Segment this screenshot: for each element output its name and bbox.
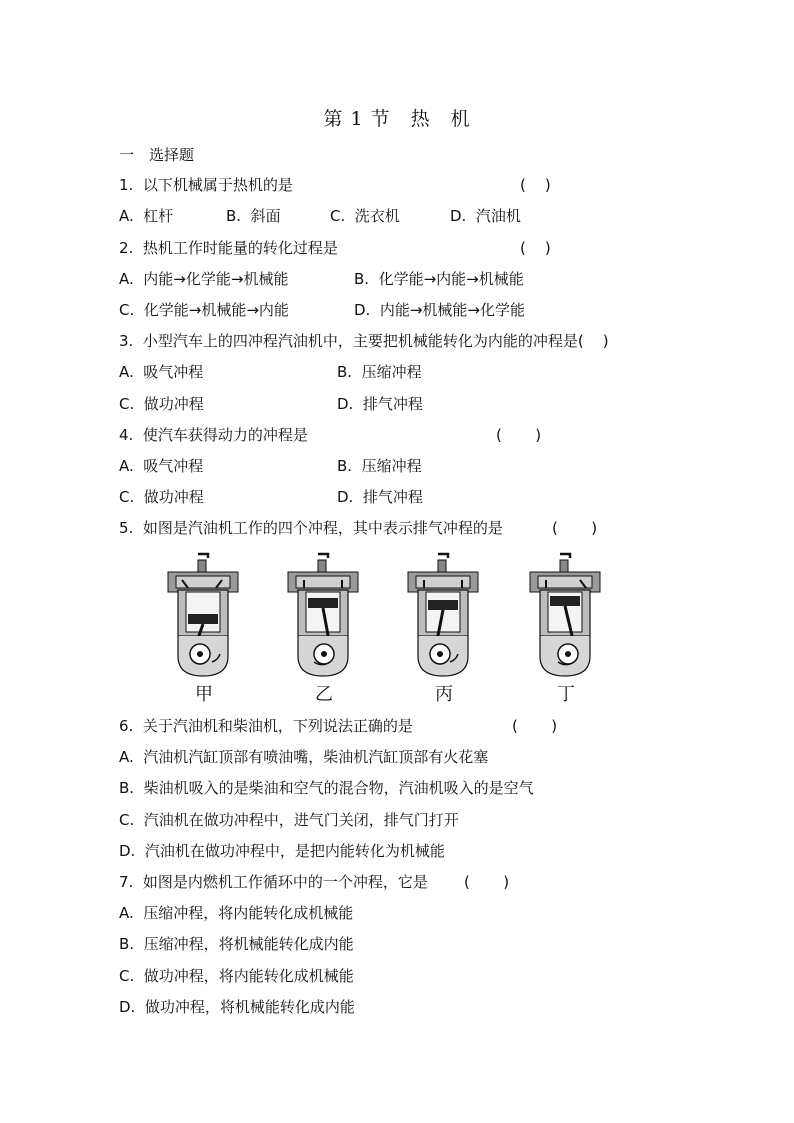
section-heading: 一 选择题 <box>119 146 195 164</box>
question-5-stem: 5. 如图是汽油机工作的四个冲程，其中表示排气冲程的是 <box>119 519 503 537</box>
question-7-answer-blank: ( ) <box>464 873 510 891</box>
question-4-option-d: D. 排气冲程 <box>337 488 423 506</box>
question-5-answer-blank: ( ) <box>552 519 598 537</box>
question-1-stem: 1. 以下机械属于热机的是 <box>119 176 293 194</box>
question-2-option-b: B. 化学能→内能→机械能 <box>354 270 524 288</box>
question-7-option-b: B. 压缩冲程，将机械能转化成内能 <box>119 935 354 953</box>
question-6-option-c: C. 汽油机在做功冲程中，进气门关闭，排气门打开 <box>119 811 459 829</box>
engine-label-yi: 乙 <box>315 684 333 705</box>
question-2-option-d: D. 内能→机械能→化学能 <box>354 301 525 319</box>
question-1-answer-blank: ( ) <box>520 176 551 194</box>
question-6-option-d: D. 汽油机在做功冲程中，是把内能转化为机械能 <box>119 842 445 860</box>
question-7-option-c: C. 做功冲程，将内能转化成机械能 <box>119 967 354 985</box>
engine-label-jia: 甲 <box>195 684 213 705</box>
engine-jia-illustration <box>160 550 248 680</box>
question-1-option-b: B. 斜面 <box>226 207 281 225</box>
question-7-stem: 7. 如图是内燃机工作循环中的一个冲程，它是 <box>119 873 428 891</box>
engine-label-bing: 丙 <box>435 684 453 705</box>
question-1-option-c: C. 洗衣机 <box>330 207 400 225</box>
question-3-option-a: A. 吸气冲程 <box>119 363 204 381</box>
question-3-option-d: D. 排气冲程 <box>337 395 423 413</box>
question-1-option-a: A. 杠杆 <box>119 207 174 225</box>
question-7-option-a: A. 压缩冲程，将内能转化成机械能 <box>119 904 354 922</box>
question-6-stem: 6. 关于汽油机和柴油机，下列说法正确的是 <box>119 717 413 735</box>
question-4-stem: 4. 使汽车获得动力的冲程是 <box>119 426 308 444</box>
question-1-option-d: D. 汽油机 <box>450 207 521 225</box>
engine-diagram-yi <box>280 550 368 710</box>
engine-label-ding: 丁 <box>557 684 575 705</box>
engine-strokes-figure <box>150 550 620 710</box>
question-4-option-c: C. 做功冲程 <box>119 488 204 506</box>
engine-yi-illustration <box>280 550 368 680</box>
question-2-stem: 2. 热机工作时能量的转化过程是 <box>119 239 338 257</box>
engine-diagram-bing <box>400 550 488 710</box>
question-2-option-a: A. 内能→化学能→机械能 <box>119 270 289 288</box>
question-3-stem: 3. 小型汽车上的四冲程汽油机中，主要把机械能转化为内能的冲程是( ) <box>119 332 609 350</box>
question-4-answer-blank: ( ) <box>496 426 542 444</box>
question-7-option-d: D. 做功冲程，将机械能转化成内能 <box>119 998 355 1016</box>
question-3-option-c: C. 做功冲程 <box>119 395 204 413</box>
engine-diagram-jia <box>160 550 248 710</box>
question-4-option-b: B. 压缩冲程 <box>337 457 422 475</box>
question-2-answer-blank: ( ) <box>520 239 551 257</box>
question-6-answer-blank: ( ) <box>512 717 558 735</box>
engine-bing-illustration <box>400 550 488 680</box>
question-3-option-b: B. 压缩冲程 <box>337 363 422 381</box>
engine-diagram-ding <box>522 550 610 710</box>
page-title: 第 1 节 热 机 <box>323 108 471 130</box>
question-4-option-a: A. 吸气冲程 <box>119 457 204 475</box>
question-6-option-a: A. 汽油机汽缸顶部有喷油嘴，柴油机汽缸顶部有火花塞 <box>119 748 489 766</box>
engine-ding-illustration <box>522 550 610 680</box>
question-2-option-c: C. 化学能→机械能→内能 <box>119 301 289 319</box>
question-6-option-b: B. 柴油机吸入的是柴油和空气的混合物，汽油机吸入的是空气 <box>119 779 534 797</box>
